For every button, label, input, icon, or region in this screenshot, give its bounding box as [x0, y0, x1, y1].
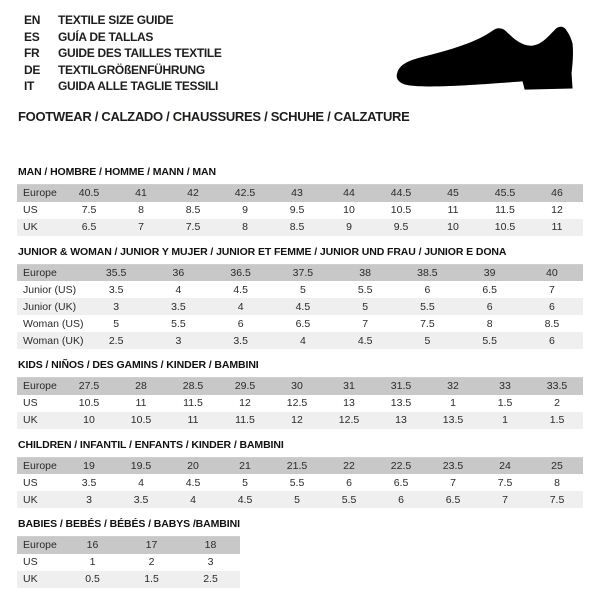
size-cell: 3 [147, 332, 209, 349]
size-row [17, 185, 583, 202]
size-section-children [17, 439, 583, 509]
size-cell: 40 [521, 264, 583, 281]
size-cell: 7.5 [531, 491, 583, 508]
language-row [24, 29, 222, 46]
size-cell: 1 [450, 397, 456, 409]
size-cell: 11 [135, 397, 147, 409]
size-cell: 1.5 [531, 412, 583, 429]
size-row [17, 298, 583, 315]
size-cell: 0.5 [63, 571, 122, 588]
size-cell: 6 [521, 298, 583, 315]
table-body [17, 378, 583, 429]
size-cell: 46 [531, 185, 583, 202]
size-cell: 45 [427, 185, 479, 202]
section-title: JUNIOR & WOMAN / JUNIOR Y MUJER / JUNIOR ET FEMME / JUNIOR UND FRAU / JUNIOR E DONA [18, 245, 507, 258]
language-row [24, 45, 222, 62]
size-cell: 7.5 [81, 204, 97, 216]
size-cell: 16 [63, 537, 122, 554]
size-cell: 23.5 [427, 457, 479, 474]
size-cell: 7.5 [497, 476, 513, 489]
size-cell: 37.5 [272, 264, 334, 281]
table-body [17, 457, 583, 508]
size-cell: 39 [459, 264, 521, 281]
size-cell: 2 [148, 556, 155, 568]
size-cell: 11 [531, 219, 583, 236]
language-label: GUÍA DE TALLAS [58, 29, 154, 44]
row-label: UK [17, 219, 63, 236]
size-cell: 4.5 [334, 332, 396, 349]
size-cell: 12.5 [323, 412, 375, 429]
size-cell: 5.5 [357, 283, 373, 296]
size-cell: 11 [167, 412, 219, 429]
size-cell: 1 [479, 412, 531, 429]
size-row [17, 571, 240, 588]
size-cell: 27.5 [63, 378, 115, 395]
size-cell: 4 [175, 283, 182, 296]
size-cell: 8.5 [544, 317, 560, 330]
size-cell: 4.5 [219, 491, 271, 508]
size-cell: 12 [271, 412, 323, 429]
row-label: UK [17, 571, 63, 588]
size-cell: 28.5 [167, 378, 219, 395]
size-row [17, 457, 583, 474]
language-row [24, 12, 222, 29]
size-row [17, 332, 583, 349]
size-cell: 44.5 [375, 185, 427, 202]
size-cell: 22 [323, 457, 375, 474]
size-cell: 13.5 [390, 397, 412, 409]
size-cell: 4.5 [185, 476, 201, 489]
size-cell: 7 [450, 476, 456, 489]
size-cell: 2 [554, 397, 560, 409]
size-cell: 13 [375, 412, 427, 429]
size-cell: 8 [486, 317, 493, 330]
size-cell: 6 [375, 491, 427, 508]
size-cell: 5 [271, 491, 323, 508]
size-cell: 31.5 [375, 378, 427, 395]
size-cell: 8 [554, 476, 560, 489]
size-cell: 10 [63, 412, 115, 429]
row-label: UK [17, 412, 63, 429]
size-table-babies [17, 536, 240, 588]
size-cell: 31 [323, 378, 375, 395]
size-cell: 6 [521, 332, 583, 349]
size-row [17, 554, 240, 571]
size-cell: 12 [239, 397, 251, 409]
size-cell: 10 [427, 219, 479, 236]
dress-shoe-icon [391, 15, 595, 105]
size-row [17, 219, 583, 236]
size-cell: 10.5 [479, 219, 531, 236]
size-section-junior-woman [17, 246, 583, 350]
size-cell: 43 [271, 185, 323, 202]
language-code: FR [24, 46, 40, 61]
size-cell: 4 [138, 476, 144, 489]
size-cell: 7.5 [420, 317, 435, 330]
row-label: Europe [17, 378, 63, 395]
row-label: US [23, 204, 38, 216]
size-cell: 12 [551, 204, 563, 216]
size-cell: 38 [334, 264, 396, 281]
size-row [17, 412, 583, 429]
size-cell: 5.5 [396, 298, 458, 315]
size-cell: 8 [219, 219, 271, 236]
size-section-man [17, 166, 583, 236]
size-cell: 9.5 [289, 204, 305, 216]
size-cell: 10 [343, 204, 355, 216]
row-label: Europe [17, 264, 85, 281]
row-label: US [23, 556, 38, 568]
size-cell: 4 [272, 332, 334, 349]
size-cell: 17 [122, 537, 181, 554]
row-label: Woman (US) [23, 317, 84, 330]
size-cell: 6.5 [63, 219, 115, 236]
language-code: DE [24, 62, 41, 77]
size-cell: 30 [271, 378, 323, 395]
size-cell: 13 [343, 397, 355, 409]
table-body [17, 537, 240, 588]
size-row [17, 537, 240, 554]
size-cell: 19.5 [115, 457, 167, 474]
row-label: UK [17, 491, 63, 508]
size-cell: 5 [242, 476, 248, 489]
size-cell: 8.5 [185, 204, 201, 216]
size-cell: 3 [207, 556, 214, 568]
language-label: GUIDA ALLE TAGLIE TESSILI [58, 79, 219, 94]
size-cell: 3.5 [115, 491, 167, 508]
size-cell: 4 [210, 298, 272, 315]
size-row [17, 395, 583, 412]
size-cell: 42.5 [219, 185, 271, 202]
size-row [17, 315, 583, 332]
size-cell: 5 [334, 298, 396, 315]
size-cell: 5 [299, 283, 306, 296]
size-cell: 35.5 [85, 264, 147, 281]
size-cell: 8.5 [271, 219, 323, 236]
language-row [24, 78, 222, 95]
size-cell: 3 [85, 298, 147, 315]
size-row [17, 474, 583, 491]
section-title: KIDS / NIÑOS / DES GAMINS / KINDER / BAMBINI [18, 359, 259, 371]
language-list [24, 12, 222, 95]
size-cell: 40.5 [63, 185, 115, 202]
size-cell: 24 [479, 457, 531, 474]
language-code: EN [24, 13, 41, 28]
size-cell: 11.5 [495, 204, 515, 216]
size-cell: 41 [115, 185, 167, 202]
language-label: TEXTILE SIZE GUIDE [58, 13, 174, 28]
size-sections [17, 166, 583, 598]
size-section-babies [17, 518, 583, 588]
row-label: Woman (UK) [17, 332, 85, 349]
size-row [17, 264, 583, 281]
language-row [24, 62, 222, 79]
section-title: BABIES / BEBÉS / BÉBÉS / BABYS /BAMBINI [18, 518, 240, 530]
size-cell: 44 [323, 185, 375, 202]
size-cell: 4.5 [272, 298, 334, 315]
size-row [17, 202, 583, 219]
size-cell: 9 [242, 204, 248, 216]
size-cell: 6 [237, 317, 244, 330]
size-cell: 7.5 [167, 219, 219, 236]
size-cell: 3.5 [147, 298, 209, 315]
size-cell: 5.5 [289, 476, 305, 489]
size-cell: 21 [219, 457, 271, 474]
section-title: MAN / HOMBRE / HOMME / MANN / MAN [18, 166, 216, 178]
size-cell: 5.5 [171, 317, 186, 330]
size-cell: 29.5 [219, 378, 271, 395]
language-code: ES [24, 29, 40, 44]
size-cell: 6.5 [427, 491, 479, 508]
size-cell: 2.5 [85, 332, 147, 349]
section-title: CHILDREN / INFANTIL / ENFANTS / KINDER / BAMBINI [18, 438, 284, 451]
row-label: US [23, 476, 38, 489]
size-cell: 4.5 [233, 283, 248, 296]
size-cell: 45.5 [479, 185, 531, 202]
size-cell: 10.5 [390, 204, 412, 216]
size-cell: 5 [113, 317, 120, 330]
row-label: Junior (UK) [17, 298, 85, 315]
language-label: GUIDE DES TAILLES TEXTILE [58, 46, 222, 61]
size-cell: 7 [362, 317, 369, 330]
size-cell: 5 [396, 332, 458, 349]
size-cell: 21.5 [271, 457, 323, 474]
size-cell: 6.5 [295, 317, 311, 330]
size-row [17, 281, 583, 298]
category-heading: FOOTWEAR / CALZADO / CHAUSSURES / SCHUHE / CALZATURE [18, 109, 410, 124]
size-table-junior-woman [17, 264, 583, 350]
size-cell: 11.5 [183, 397, 203, 409]
size-table-man [17, 184, 583, 236]
size-cell: 1.5 [497, 397, 513, 409]
row-label: Europe [17, 457, 63, 474]
size-cell: 7 [115, 219, 167, 236]
size-cell: 10.5 [78, 397, 100, 409]
size-cell: 33.5 [531, 378, 583, 395]
row-label: Europe [17, 185, 63, 202]
size-table-children [17, 457, 583, 509]
size-cell: 6.5 [482, 283, 497, 296]
size-section-kids [17, 359, 583, 429]
size-cell: 19 [63, 457, 115, 474]
size-row [17, 491, 583, 508]
size-cell: 36 [147, 264, 209, 281]
size-cell: 28 [115, 378, 167, 395]
size-cell: 18 [181, 537, 240, 554]
size-cell: 25 [531, 457, 583, 474]
size-cell: 7 [479, 491, 531, 508]
size-cell: 5.5 [459, 332, 521, 349]
size-cell: 38.5 [396, 264, 458, 281]
size-cell: 32 [427, 378, 479, 395]
size-cell: 7 [548, 283, 555, 296]
size-cell: 1 [89, 556, 96, 568]
row-label: US [23, 397, 38, 409]
size-cell: 3.5 [108, 283, 124, 296]
table-body [17, 185, 583, 236]
size-cell: 3.5 [81, 476, 97, 489]
size-table-kids [17, 377, 583, 429]
size-cell: 22.5 [375, 457, 427, 474]
size-cell: 3 [63, 491, 115, 508]
size-cell: 6.5 [393, 476, 409, 489]
size-cell: 11.5 [219, 412, 271, 429]
language-label: TEXTILGRÖßENFÜHRUNG [58, 62, 205, 77]
size-cell: 6 [424, 283, 431, 296]
size-cell: 42 [167, 185, 219, 202]
size-cell: 20 [167, 457, 219, 474]
size-cell: 36.5 [210, 264, 272, 281]
size-cell: 2.5 [181, 571, 240, 588]
size-cell: 5.5 [323, 491, 375, 508]
size-cell: 13.5 [427, 412, 479, 429]
size-cell: 33 [479, 378, 531, 395]
size-cell: 12.5 [286, 397, 308, 409]
size-cell: 4 [167, 491, 219, 508]
table-body [17, 264, 583, 349]
size-cell: 9.5 [375, 219, 427, 236]
size-cell: 11 [447, 204, 459, 216]
size-cell: 1.5 [122, 571, 181, 588]
size-cell: 9 [323, 219, 375, 236]
size-cell: 6 [459, 298, 521, 315]
size-cell: 10.5 [115, 412, 167, 429]
size-cell: 8 [138, 204, 144, 216]
language-code: IT [24, 79, 35, 94]
size-row [17, 378, 583, 395]
row-label: Junior (US) [23, 283, 77, 296]
size-cell: 6 [346, 476, 352, 489]
size-cell: 3.5 [210, 332, 272, 349]
row-label: Europe [17, 537, 63, 554]
